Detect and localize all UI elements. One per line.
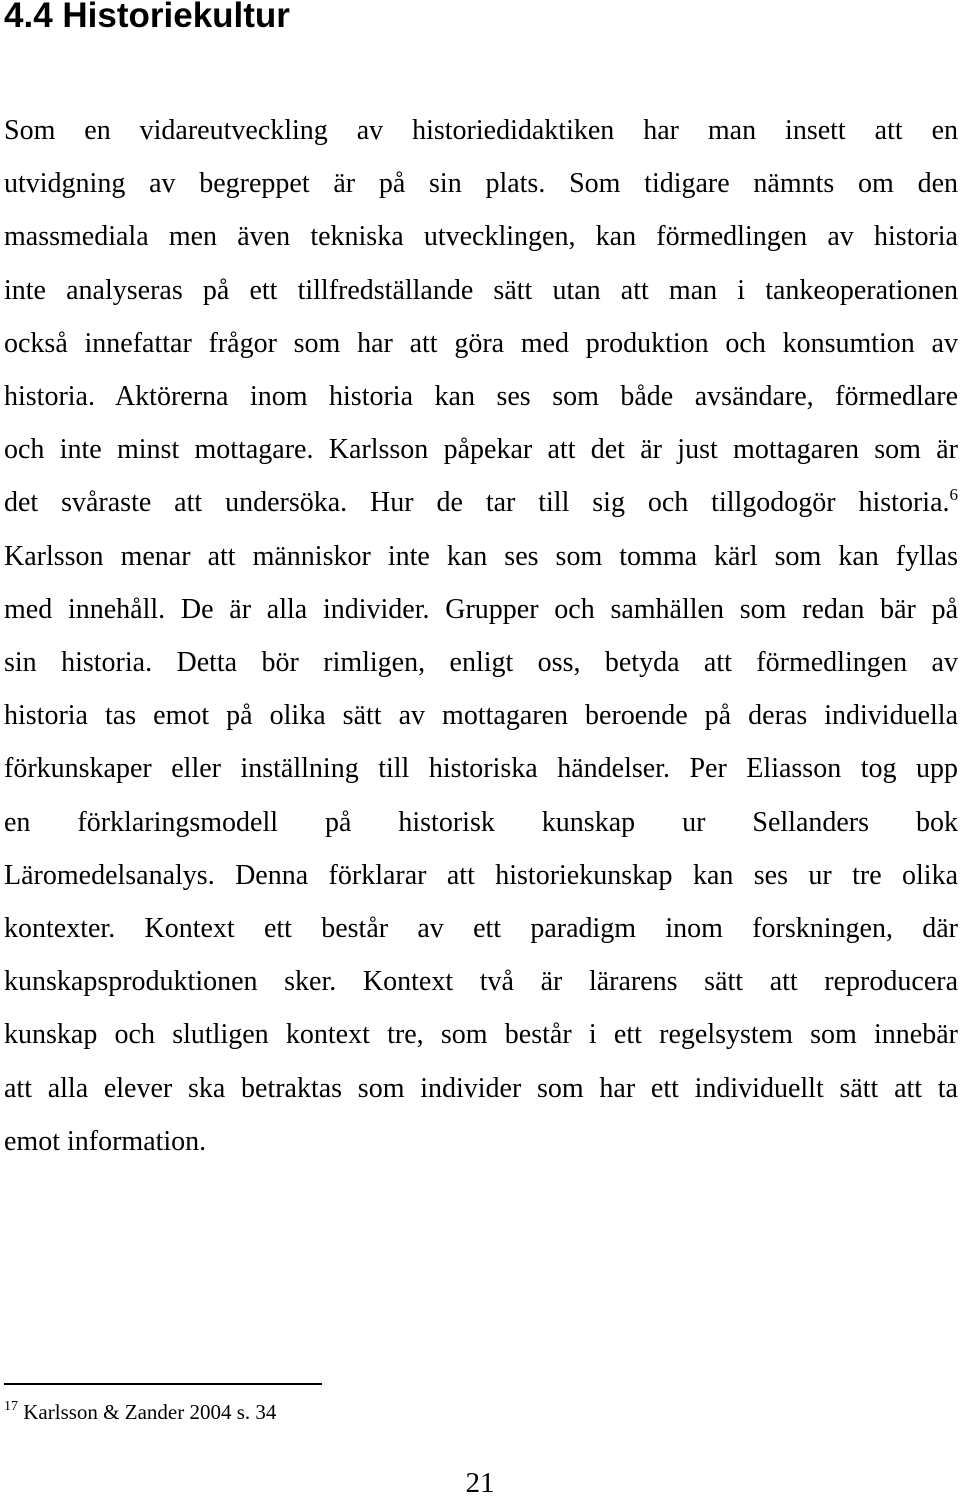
paragraph-line: att alla elever ska betraktas som individer som har ett individuellt sätt att ta — [4, 1072, 958, 1104]
paragraph-line: utvidgning av begreppet är på sin plats. Som tidigare nämnts om den — [4, 168, 958, 200]
body-paragraph — [4, 104, 958, 1168]
paragraph-line-text: det svåraste att undersöka. Hur de tar till sig och tillgodogör historia. — [4, 487, 950, 519]
paragraph-line: också innefattar frågor som har att göra med produktion och konsumtion av — [4, 327, 958, 359]
page-number: 21 — [465, 1467, 495, 1499]
paragraph-line: Karlsson menar att människor inte kan ses som tomma kärl som kan fyllas — [4, 540, 958, 572]
paragraph-line: inte analyseras på ett tillfredställande sätt utan att man i tankeoperationen — [4, 274, 958, 306]
footnote-number: 17 — [4, 1399, 18, 1414]
footnote-reference: 6 — [949, 485, 958, 505]
paragraph-line: Läromedelsanalys. Denna förklarar att historiekunskap kan ses ur tre olika — [4, 859, 958, 891]
footnote-text: Karlsson & Zander 2004 s. 34 — [23, 1400, 277, 1424]
paragraph-line: kunskap och slutligen kontext tre, som består i ett regelsystem som innebär — [4, 1019, 958, 1051]
paragraph-line: massmediala men även tekniska utvecklingen, kan förmedlingen av historia — [4, 221, 958, 253]
paragraph-line: och inte minst mottagare. Karlsson påpekar att det är just mottagaren som är — [4, 434, 958, 466]
paragraph-line: med innehåll. De är alla individer. Grupper och samhällen som redan bär på — [4, 593, 958, 625]
paragraph-line: Som en vidareutveckling av historiedidaktiken har man insett att en — [4, 115, 958, 146]
paragraph-line: emot information. — [4, 1125, 207, 1157]
paragraph-line: kontexter. Kontext ett består av ett paradigm inom forskningen, där — [4, 913, 958, 945]
footnote-separator — [4, 1383, 322, 1385]
paragraph-line: en förklaringsmodell på historisk kunskap ur Sellanders bok — [4, 806, 958, 838]
paragraph-line: kunskapsproduktionen sker. Kontext två är lärarens sätt att reproducera — [4, 966, 958, 998]
paragraph-line: historia tas emot på olika sätt av mottagaren beroende på deras individuella — [4, 700, 958, 732]
paragraph-line: förkunskaper eller inställning till historiska händelser. Per Eliasson tog upp — [4, 753, 958, 785]
section-heading: 4.4 Historiekultur — [4, 0, 290, 35]
paragraph-line: historia. Aktörerna inom historia kan ses som både avsändare, förmedlare — [4, 381, 958, 413]
paragraph-line: sin historia. Detta bör rimligen, enligt oss, betyda att förmedlingen av — [4, 647, 958, 679]
paragraph-line-with-footnote — [4, 476, 958, 529]
footnote — [4, 1397, 276, 1427]
